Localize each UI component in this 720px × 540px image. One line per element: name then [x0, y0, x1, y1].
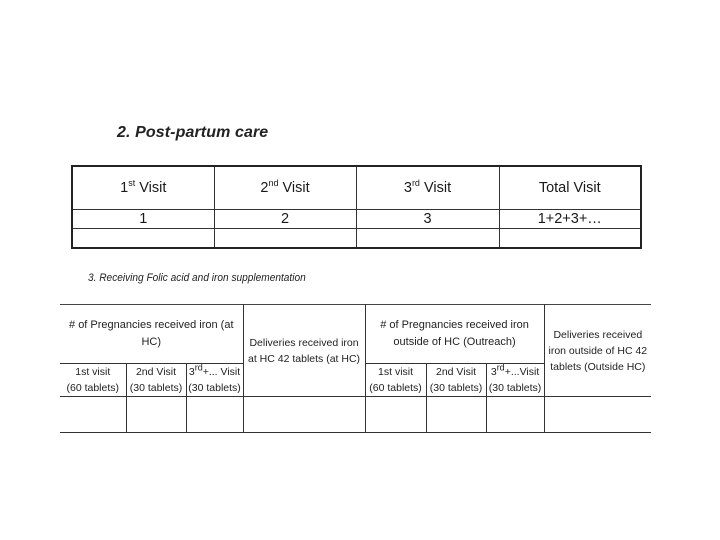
header-deliveries-outside-hc: Deliveries received iron outside of HC 42 tablets (Outside HC): [544, 305, 651, 397]
empty-cell[interactable]: [243, 397, 365, 433]
empty-cell[interactable]: [60, 397, 126, 433]
header-cell-3rd-visit: 3rd Visit: [356, 166, 499, 210]
subheader-hc-2nd-visit: 2nd Visit (30 tablets): [126, 364, 186, 397]
header-pregnancies-outreach: # of Pregnancies received iron outside of HC (Outreach): [365, 305, 544, 364]
subheader-outreach-1st-visit: 1st visit (60 tablets): [365, 364, 426, 397]
empty-cell[interactable]: [214, 229, 356, 249]
subheader-hc-3rd-visit: 3rd+... Visit (30 tablets): [186, 364, 243, 397]
value-cell: 1+2+3+…: [499, 210, 641, 229]
empty-cell[interactable]: [126, 397, 186, 433]
empty-cell[interactable]: [544, 397, 651, 433]
empty-cell[interactable]: [72, 229, 214, 249]
header-deliveries-at-hc: Deliveries received iron at HC 42 tablets (at HC): [243, 305, 365, 397]
empty-cell[interactable]: [365, 397, 426, 433]
value-cell: 3: [356, 210, 499, 229]
value-cell: 2: [214, 210, 356, 229]
subheader-hc-1st-visit: 1st visit (60 tablets): [60, 364, 126, 397]
iron-empty-row: [60, 397, 651, 433]
empty-cell[interactable]: [186, 397, 243, 433]
post-partum-value-row: [72, 210, 641, 229]
iron-header-row: [60, 305, 651, 364]
section-title-post-partum: 2. Post-partum care: [117, 124, 269, 141]
value-cell: 1: [72, 210, 214, 229]
post-partum-header-row: [72, 166, 641, 210]
iron-supplementation-table: [60, 304, 651, 433]
post-partum-empty-row: [72, 229, 641, 249]
empty-cell[interactable]: [356, 229, 499, 249]
subheader-outreach-3rd-visit: 3rd+...Visit (30 tablets): [486, 364, 544, 397]
header-cell-2nd-visit: 2nd Visit: [214, 166, 356, 210]
subheader-outreach-2nd-visit: 2nd Visit (30 tablets): [426, 364, 486, 397]
post-partum-table: [71, 165, 642, 249]
empty-cell[interactable]: [426, 397, 486, 433]
empty-cell[interactable]: [499, 229, 641, 249]
header-cell-total-visit: Total Visit: [499, 166, 641, 210]
header-cell-1st-visit: 1st Visit: [72, 166, 214, 210]
header-pregnancies-at-hc: # of Pregnancies received iron (at HC): [60, 305, 243, 364]
section-title-iron-supplementation: 3. Receiving Folic acid and iron supplementation: [88, 272, 306, 284]
empty-cell[interactable]: [486, 397, 544, 433]
